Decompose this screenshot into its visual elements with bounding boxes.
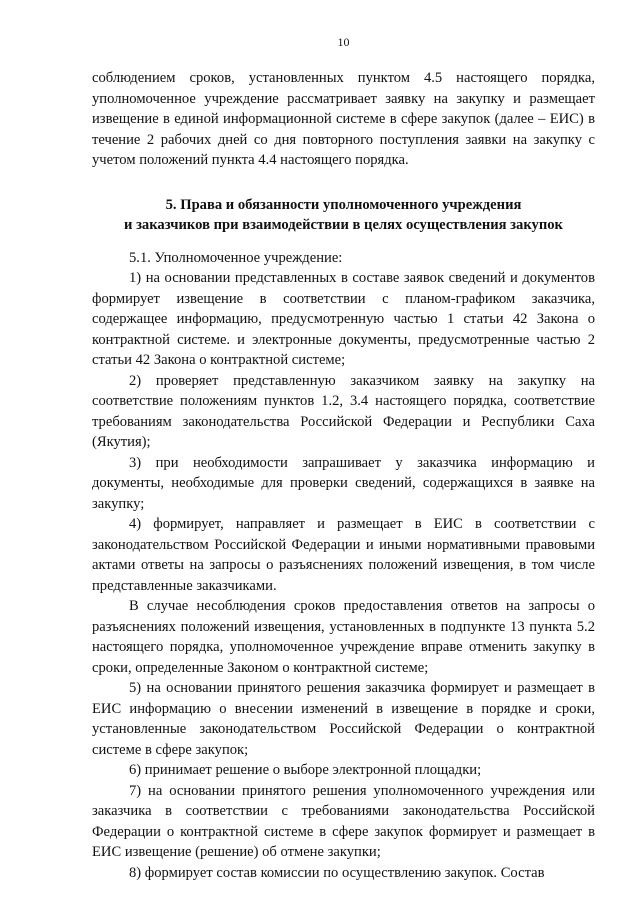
page-number: 10 bbox=[337, 35, 350, 49]
paragraph-item-7: 7) на основании принятого решения уполномоченного учреждения или заказчика в соответствии с требованиями законодательства Российской Федерации о контрактной системе в сфере закупок формирует и размещает в ЕИС извещение (решение) об отмене закупки; bbox=[92, 782, 595, 860]
paragraph-item-4: 4) формирует, направляет и размещает в ЕИС в соответствии с законодательством Российской Федерации и иными нормативными правовыми актами ответы на запросы о разъяснениях положений извещения, в том числе представленные заказчиками. bbox=[92, 516, 595, 594]
paragraph-item-6: 6) принимает решение о выборе электронной площадки; bbox=[129, 762, 482, 778]
paragraph-item-1: 1) на основании представленных в составе заявок сведений и документов формирует извещение в соответствии с планом-графиком заказчика, содержащее информацию, предусмотренную частью 1 статьи 42 Закона о контрактной системе. и электронные документы, предусмотренные частью 2 статьи 42 Закона о контрактной системе; bbox=[92, 270, 595, 368]
paragraph-item-2: 2) проверяет представленную заказчиком заявку на закупку на соответствие положениям пунктов 1.2, 3.4 настоящего порядка, соответствие требованиям законодательства Российской Федерации и Республики Саха (Якутия); bbox=[92, 372, 595, 450]
intro-paragraph: соблюдением сроков, установленных пунктом 4.5 настоящего порядка, уполномоченное учреждение рассматривает заявку на закупку и размещает извещение в единой информационной системе в сфере закупок (далее – ЕИС) в течение 2 рабочих дней со дня повторного поступления заявки на закупку с учетом положений пункта 4.4 настоящего порядка. bbox=[92, 70, 595, 168]
section-heading bbox=[92, 195, 595, 235]
paragraph-item-5: 5) на основании принятого решения заказчика формирует и размещает в ЕИС информацию о внесении изменений в извещение в порядке и сроки, установленные законодательством Российской Федерации о контрактной системе в сфере закупок; bbox=[92, 680, 595, 758]
paragraph-item-8: 8) формирует состав комиссии по осуществлению закупок. Состав bbox=[129, 864, 545, 881]
section-heading-line-1: 5. Права и обязанности уполномоченного учреждения bbox=[165, 196, 522, 213]
subsection-title: 5.1. Уполномоченное учреждение: bbox=[129, 249, 343, 266]
section-heading-line-2: и заказчиков при взаимодействии в целях осуществления закупок bbox=[124, 216, 563, 233]
paragraph-item-4-note: В случае несоблюдения сроков предоставления ответов на запросы о разъяснениях положений извещения, установленных в подпункте 13 пункта 5.2 настоящего порядка, уполномоченное учреждение вправе отменить закупку в сроки, определенные Законом о контрактной системе; bbox=[92, 598, 595, 676]
document-page bbox=[92, 34, 595, 883]
paragraph-item-3: 3) при необходимости запрашивает у заказчика информацию и документы, необходимые для проверки сведений, содержащихся в заявке на закупку; bbox=[92, 454, 595, 512]
